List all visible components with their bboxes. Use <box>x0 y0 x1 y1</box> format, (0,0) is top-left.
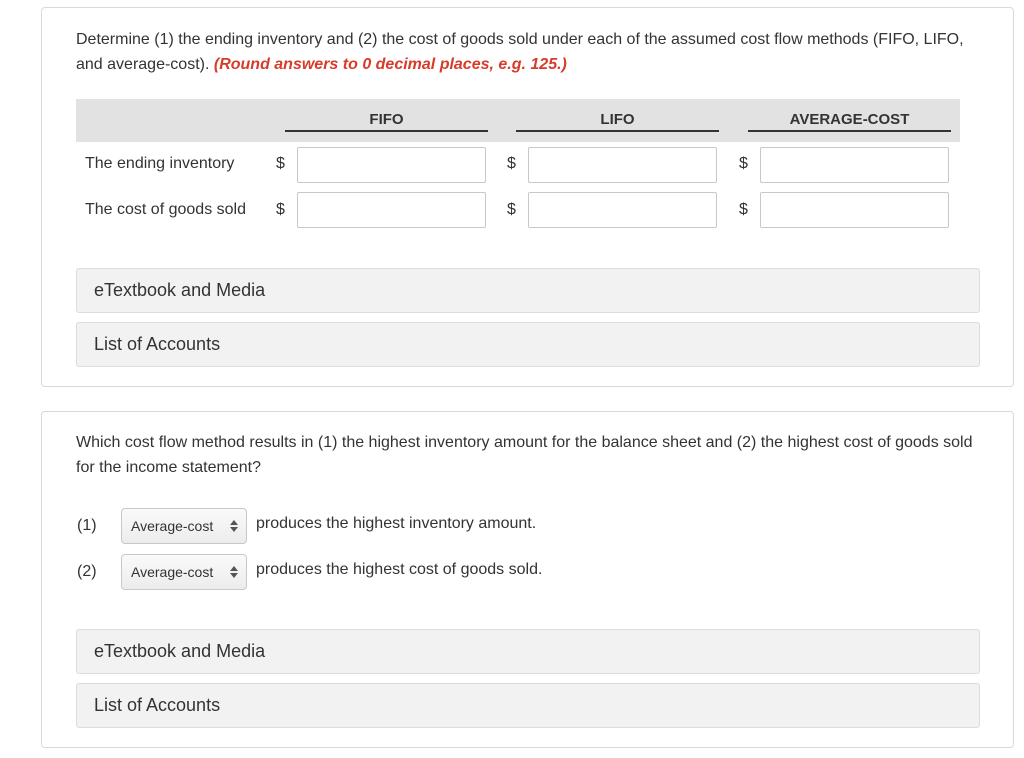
column-header-average-cost: AVERAGE-COST <box>748 111 951 132</box>
question-card-cost-flow <box>41 7 1014 387</box>
currency-symbol: $ <box>507 201 516 218</box>
item-number-1: (1) <box>77 517 97 534</box>
question-card-highest-method <box>41 411 1014 748</box>
row-label-ending-inventory: The ending inventory <box>85 155 235 172</box>
ending-inventory-lifo-input[interactable] <box>528 147 717 183</box>
currency-symbol: $ <box>739 201 748 218</box>
select-arrows-icon <box>230 565 238 579</box>
currency-symbol: $ <box>507 155 516 172</box>
select-value: Average-cost <box>131 518 214 534</box>
column-header-lifo: LIFO <box>516 111 719 132</box>
select-arrows-icon <box>230 519 238 533</box>
currency-symbol: $ <box>276 201 285 218</box>
list-of-accounts-link[interactable]: List of Accounts <box>76 683 980 728</box>
prompt-text: Determine (1) the ending inventory and (2) the cost of goods sold under each of the assumed cost flow methods (FIFO, LIFO, and average-cost). <box>76 31 964 73</box>
ending-inventory-average-cost-input[interactable] <box>760 147 949 183</box>
list-of-accounts-link[interactable]: List of Accounts <box>76 322 980 367</box>
currency-symbol: $ <box>739 155 748 172</box>
highest-cogs-text: produces the highest cost of goods sold. <box>256 561 543 578</box>
column-header-fifo: FIFO <box>285 111 488 132</box>
question-prompt: Which cost flow method results in (1) the highest inventory amount for the balance sheet and (2) the highest cost of goods sold for the income statement? <box>76 434 973 476</box>
cogs-fifo-input[interactable] <box>297 192 486 228</box>
item-number-2: (2) <box>77 563 97 580</box>
question-prompt <box>76 27 976 77</box>
select-value: Average-cost <box>131 564 214 580</box>
highest-cogs-method-select[interactable] <box>121 554 247 590</box>
etextbook-media-link[interactable]: eTextbook and Media <box>76 629 980 674</box>
highest-inventory-text: produces the highest inventory amount. <box>256 515 537 532</box>
row-label-cost-of-goods-sold: The cost of goods sold <box>85 201 246 218</box>
highest-inventory-method-select[interactable] <box>121 508 247 544</box>
ending-inventory-fifo-input[interactable] <box>297 147 486 183</box>
cogs-average-cost-input[interactable] <box>760 192 949 228</box>
rounding-hint: (Round answers to 0 decimal places, e.g. 125.) <box>213 56 567 73</box>
table-header <box>76 99 960 142</box>
cogs-lifo-input[interactable] <box>528 192 717 228</box>
currency-symbol: $ <box>276 155 285 172</box>
etextbook-media-link[interactable]: eTextbook and Media <box>76 268 980 313</box>
